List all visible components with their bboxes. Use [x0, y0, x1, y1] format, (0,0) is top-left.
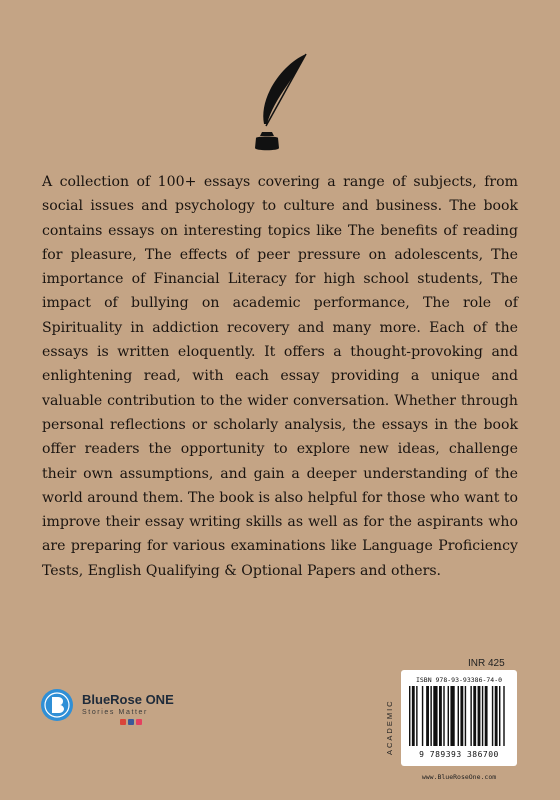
publisher-name: BlueRose ONE: [82, 692, 174, 707]
social-media-icons: [120, 719, 150, 726]
isbn-barcode: [401, 670, 517, 766]
barcode-digits: 9 789393 386700: [419, 750, 499, 759]
price-label: INR 425: [468, 658, 505, 669]
barcode-bars: [409, 686, 509, 746]
isbn-number: ISBN 978-93-93386-74-0: [415, 676, 503, 684]
cover-blurb: A collection of 100+ essays covering a range of subjects, from social issues and psychology to culture and business. The book contains essays on interesting topics like The benefits of reading for pleasure, The effects of peer pressure on adolescents, The importance of Financial Literacy for high school students, The impact of bullying on academic performance, The role of Spirituality in addiction recovery and many more. Each of the essays is written eloquently. It offers a thought-provoking and enlightening read, with each essay providing a unique and valuable contribution to the wider conversation. Whether through personal reflections or scholarly analysis, the essays in the book offer readers the opportunity to explore new ideas, challenge their own assumptions, and gain a deeper understanding of the world around them. The book is also helpful for those who want to improve their essay writing skills as well as for the aspirants who are preparing for various examinations like Language Proficiency Tests, English Qualifying & Optional Papers and others.: [42, 174, 518, 579]
publisher-tagline: Stories Matter: [82, 709, 148, 716]
publisher-logo: [40, 688, 200, 728]
bluerose-logo-icon: [40, 688, 74, 722]
quill-inkwell-icon: [248, 52, 310, 152]
publisher-website: www.BlueRoseOne.com: [421, 773, 497, 781]
category-label: ACADEMIC: [385, 699, 394, 755]
